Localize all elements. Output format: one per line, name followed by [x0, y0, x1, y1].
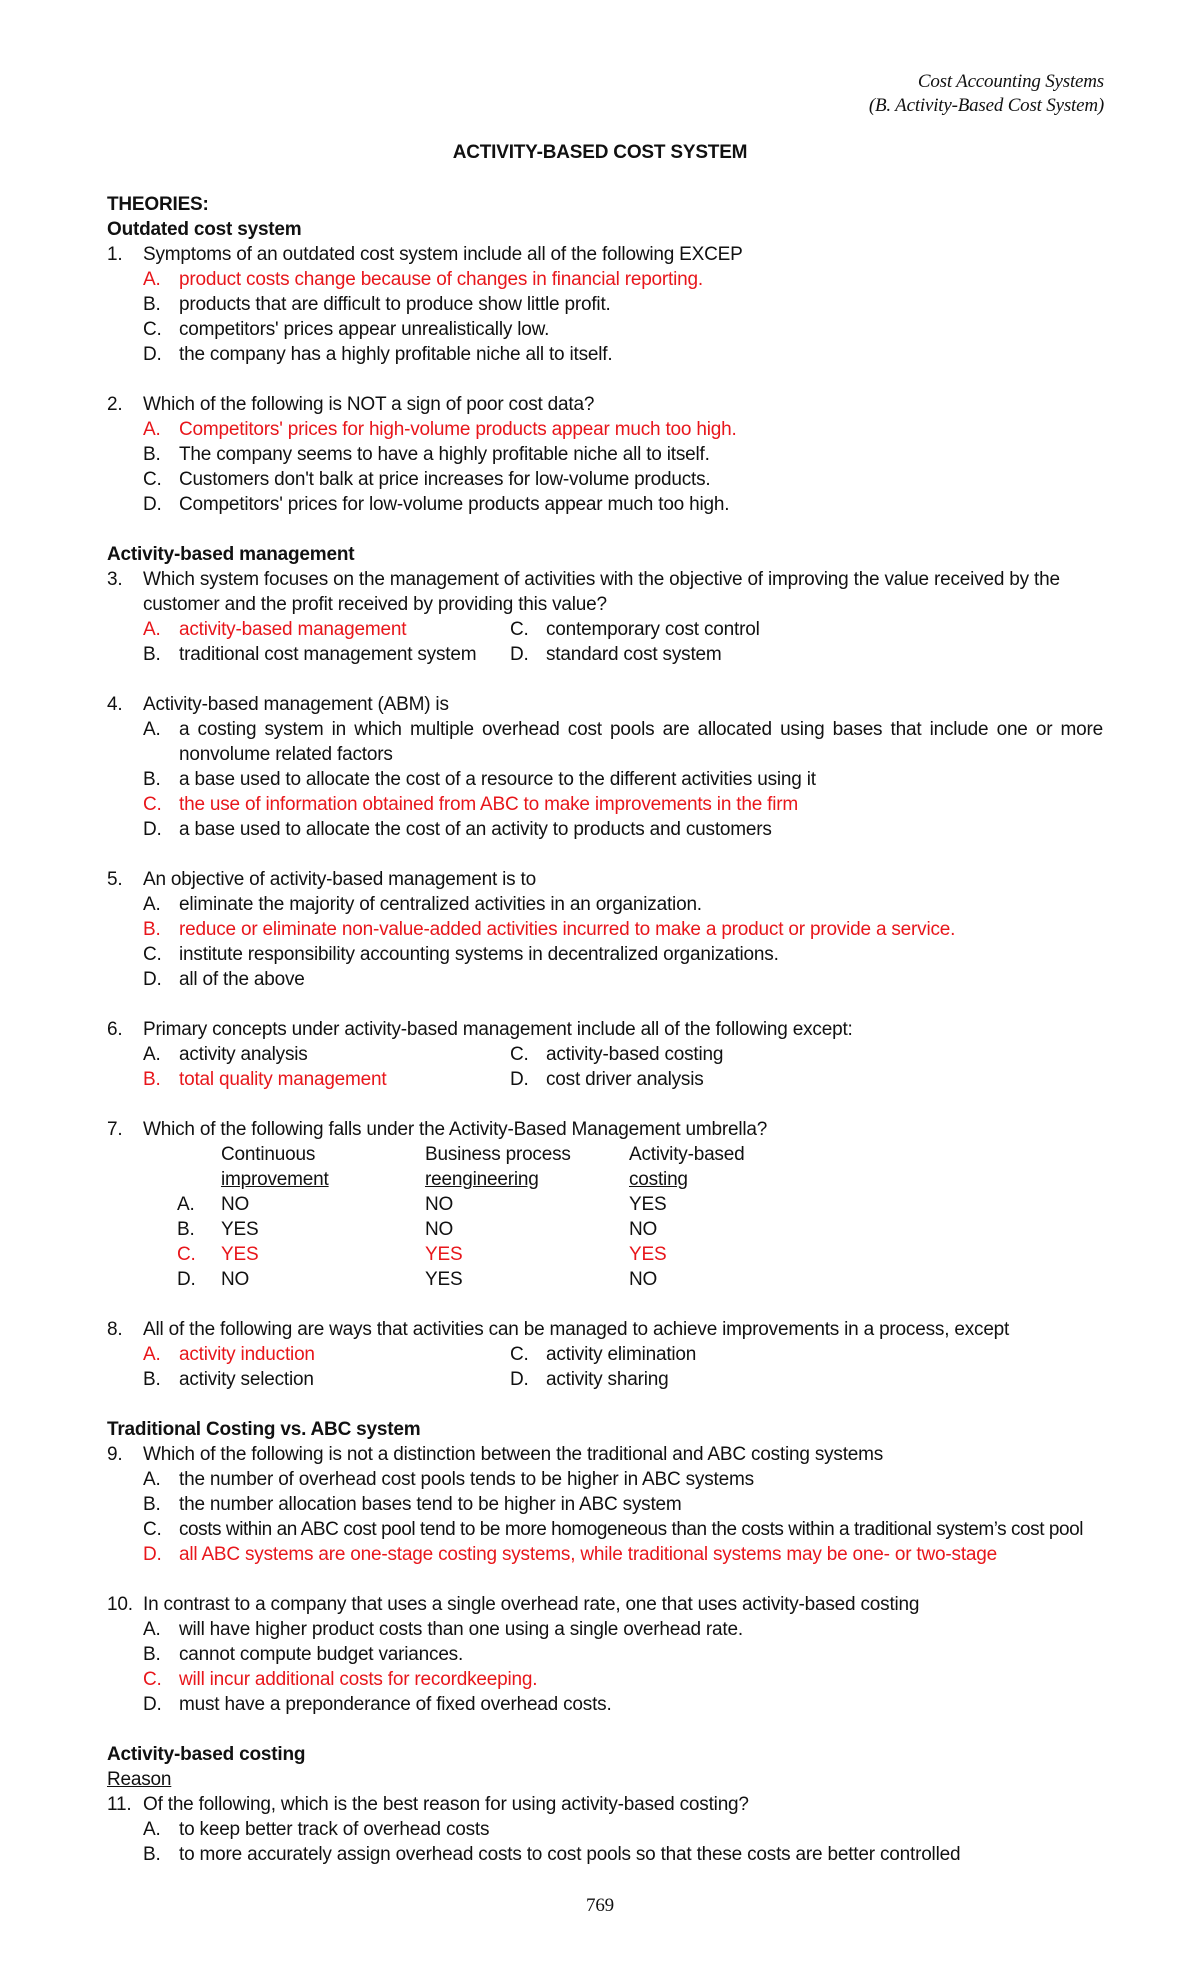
- column-header: Activity-based: [629, 1144, 745, 1165]
- option-a-answer: A. Competitors' prices for high-volume products appear much too high.: [143, 419, 737, 440]
- question-number: 9.: [107, 1444, 123, 1465]
- option-row: [107, 617, 1103, 642]
- option-b: B. the number allocation bases tend to be higher in ABC system: [143, 1494, 682, 1515]
- option-b: B. cannot compute budget variances.: [143, 1644, 464, 1665]
- question-number: 2.: [107, 394, 123, 415]
- section-heading-abc: Activity-based costing: [107, 1744, 306, 1765]
- option-d: D. a base used to allocate the cost of an activity to products and customers: [143, 819, 772, 840]
- option-d: D. all of the above: [143, 969, 305, 990]
- option-b: B. The company seems to have a highly profitable niche all to itself.: [143, 444, 710, 465]
- page-title: ACTIVITY-BASED COST SYSTEM: [452, 142, 748, 163]
- question-number: 5.: [107, 869, 123, 890]
- question-text: Which of the following is not a distinction between the traditional and ABC costing systems: [143, 1444, 884, 1465]
- question-text: Which system focuses on the management of activities with the objective of improving the value received by the customer and the profit received by providing this value?: [143, 569, 1060, 615]
- table-row: B. YES NO NO: [177, 1219, 658, 1240]
- option-d: D. standard cost system: [510, 644, 722, 665]
- subsection-heading-reason: Reason: [107, 1769, 172, 1790]
- option-a-answer: A. activity-based management: [143, 619, 407, 640]
- header-book-title: Cost Accounting Systems: [917, 71, 1104, 92]
- option-row: [107, 1067, 1103, 1092]
- theories-heading: THEORIES:: [107, 194, 209, 215]
- question-3: [107, 567, 1103, 617]
- option-d: D. activity sharing: [510, 1369, 669, 1390]
- question-number: 7.: [107, 1119, 123, 1140]
- question-number: 8.: [107, 1319, 123, 1340]
- table-row: D. NO YES NO: [177, 1269, 658, 1290]
- option-c: C. activity-based costing: [510, 1044, 724, 1065]
- option-b-answer: B. reduce or eliminate non-value-added activities incurred to make a product or provide a service.: [143, 919, 956, 940]
- column-header: Business process: [425, 1144, 571, 1165]
- option-d: D. cost driver analysis: [510, 1069, 704, 1090]
- question-number: 3.: [107, 569, 123, 590]
- column-header: reengineering: [425, 1169, 539, 1190]
- option-a: A. a costing system in which multiple overhead cost pools are allocated using bases that include one or more nonvolume related factors: [143, 719, 1103, 765]
- answer-table: [107, 1142, 1103, 1292]
- option-row: [107, 1342, 1103, 1367]
- option-d: D. the company has a highly profitable niche all to itself.: [143, 344, 613, 365]
- section-heading-outdated: Outdated cost system: [107, 219, 302, 240]
- option-d: D. Competitors' prices for low-volume products appear much too high.: [143, 494, 730, 515]
- option-c: C. institute responsibility accounting systems in decentralized organizations.: [143, 944, 779, 965]
- section-heading-traditional-vs-abc: Traditional Costing vs. ABC system: [107, 1419, 421, 1440]
- option-a: A. activity analysis: [143, 1044, 308, 1065]
- question-text: Which of the following falls under the Activity-Based Management umbrella?: [143, 1119, 768, 1140]
- question-text: All of the following are ways that activities can be managed to achieve improvements in a process, except: [143, 1319, 1010, 1340]
- option-c: C. costs within an ABC cost pool tend to be more homogeneous than the costs within a traditional system’s cost pool: [143, 1519, 1083, 1540]
- question-text: In contrast to a company that uses a single overhead rate, one that uses activity-based costing: [143, 1594, 920, 1615]
- option-b: B. activity selection: [143, 1369, 314, 1390]
- questions-content: [107, 192, 1103, 1867]
- option-c: C. activity elimination: [510, 1344, 697, 1365]
- option-row: [107, 1042, 1103, 1067]
- header-chapter-title: (B. Activity-Based Cost System): [868, 95, 1104, 116]
- question-number: 1.: [107, 244, 123, 265]
- option-c: C. Customers don't balk at price increases for low-volume products.: [143, 469, 711, 490]
- page-number: 769: [586, 1895, 614, 1916]
- question-4: [107, 692, 1103, 717]
- question-number: 4.: [107, 694, 123, 715]
- option-a: A. will have higher product costs than one using a single overhead rate.: [143, 1619, 743, 1640]
- option-row: [107, 1367, 1103, 1392]
- question-10: [107, 1592, 1103, 1617]
- question-number: 10.: [107, 1594, 133, 1615]
- question-9: [107, 1442, 1103, 1467]
- option-a: A. to keep better track of overhead costs: [143, 1819, 490, 1840]
- question-5: [107, 867, 1103, 892]
- option-row: [107, 642, 1103, 667]
- option-a-answer: A. product costs change because of changes in financial reporting.: [143, 269, 703, 290]
- question-number: 11.: [107, 1794, 132, 1815]
- table-row-answer: C. YES YES YES: [177, 1244, 667, 1265]
- question-2: [107, 392, 1103, 417]
- question-text: Symptoms of an outdated cost system include all of the following EXCEP: [143, 244, 743, 265]
- option-d: D. must have a preponderance of fixed overhead costs.: [143, 1694, 612, 1715]
- option-a: A. the number of overhead cost pools tends to be higher in ABC systems: [143, 1469, 754, 1490]
- column-header: improvement: [221, 1169, 329, 1190]
- option-c-answer: C. the use of information obtained from ABC to make improvements in the firm: [143, 794, 799, 815]
- option-c-answer: C. will incur additional costs for recordkeeping.: [143, 1669, 538, 1690]
- option-d-answer: D. all ABC systems are one-stage costing systems, while traditional systems may be one- or two-stage: [143, 1544, 998, 1565]
- option-b: B. traditional cost management system: [143, 644, 477, 665]
- question-7: [107, 1117, 1103, 1142]
- question-11: [107, 1792, 1103, 1817]
- table-header-row: [177, 1167, 1103, 1192]
- running-header: [869, 70, 1104, 118]
- option-b-answer: B. total quality management: [143, 1069, 387, 1090]
- question-text: Primary concepts under activity-based management include all of the following except:: [143, 1019, 853, 1040]
- question-text: Activity-based management (ABM) is: [143, 694, 449, 715]
- option-c: C. competitors' prices appear unrealistically low.: [143, 319, 550, 340]
- column-header: Continuous: [221, 1144, 316, 1165]
- question-8: [107, 1317, 1103, 1342]
- option-b: B. to more accurately assign overhead costs to cost pools so that these costs are better controlled: [143, 1844, 961, 1865]
- option-c: C. contemporary cost control: [510, 619, 760, 640]
- table-header-row: [177, 1142, 1103, 1167]
- column-header: costing: [629, 1169, 688, 1190]
- question-6: [107, 1017, 1103, 1042]
- table-row: A. NO NO YES: [177, 1194, 667, 1215]
- option-a: A. eliminate the majority of centralized activities in an organization.: [143, 894, 702, 915]
- question-1: [107, 242, 1103, 267]
- option-b: B. a base used to allocate the cost of a resource to the different activities using it: [143, 769, 816, 790]
- question-text: Which of the following is NOT a sign of poor cost data?: [143, 394, 595, 415]
- question-text: Of the following, which is the best reason for using activity-based costing?: [143, 1794, 749, 1815]
- question-text: An objective of activity-based management is to: [143, 869, 536, 890]
- section-heading-abm: Activity-based management: [107, 544, 355, 565]
- question-number: 6.: [107, 1019, 123, 1040]
- option-b: B. products that are difficult to produce show little profit.: [143, 294, 611, 315]
- option-a-answer: A. activity induction: [143, 1344, 315, 1365]
